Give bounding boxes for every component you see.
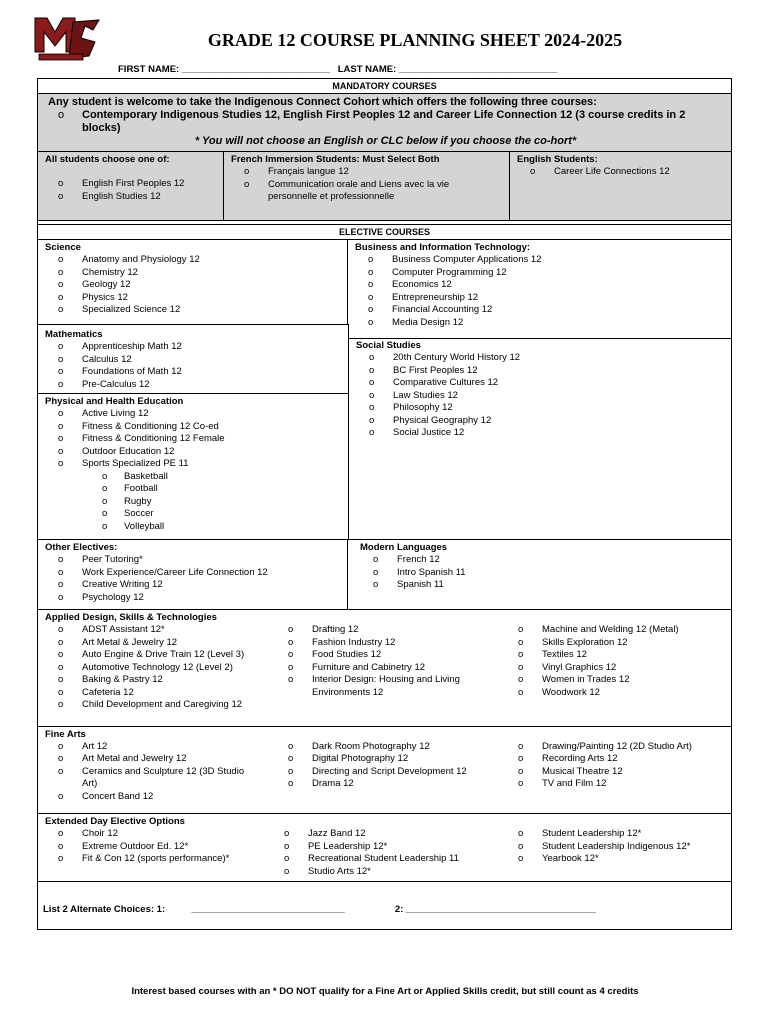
social-section <box>349 339 731 539</box>
list-item[interactable]: o Drafting 12 <box>288 624 359 635</box>
list-item[interactable]: o Food Studies 12 <box>288 649 382 660</box>
list-item[interactable]: o Drawing/Painting 12 (2D Studio Art) <box>518 740 692 752</box>
science-heading: Science <box>45 242 81 253</box>
mandatory-heading: MANDATORY COURSES <box>38 79 731 94</box>
fine-arts-columns <box>45 741 724 804</box>
list-item[interactable]: o Art 12 <box>58 740 108 752</box>
science-list <box>45 254 340 317</box>
list-item[interactable]: o Apprenticeship Math 12 <box>58 341 182 352</box>
list-item[interactable]: o English Studies 12 <box>58 190 161 202</box>
list-item[interactable]: o Recreational Student Leadership 11 <box>284 853 459 864</box>
adst-col-3 <box>505 624 724 712</box>
other-electives-section <box>38 540 348 609</box>
fine-arts-col-2 <box>275 741 505 804</box>
social-list <box>356 352 724 440</box>
french-immersion-column <box>224 152 510 220</box>
list-item[interactable]: o Entrepreneurship 12 <box>368 291 479 303</box>
list-item[interactable]: o Textiles 12 <box>518 649 587 660</box>
list-item[interactable]: o Woodwork 12 <box>518 686 600 698</box>
list-item[interactable]: o Creative Writing 12 <box>58 579 163 590</box>
list-item[interactable]: o Fashion Industry 12 <box>288 636 396 648</box>
list-item[interactable]: o Active Living 12 <box>58 408 149 419</box>
alternate-field-1[interactable]: _____________________________ <box>191 904 345 915</box>
first-name-field[interactable]: FIRST NAME: ____________________________ <box>118 64 330 75</box>
list-item[interactable]: o Dark Room Photography 12 <box>288 740 430 752</box>
phe-heading: Physical and Health Education <box>45 396 184 407</box>
social-heading: Social Studies <box>356 340 421 351</box>
list-item[interactable]: o 20th Century World History 12 <box>369 352 521 363</box>
adst-col-1 <box>45 624 275 712</box>
list-item[interactable]: o Studio Arts 12* <box>284 865 371 877</box>
fine-arts-col-1 <box>45 741 275 804</box>
list-item[interactable]: o Basketball <box>102 470 168 482</box>
languages-section <box>348 540 731 609</box>
mandatory-choices <box>38 152 731 221</box>
list-item[interactable]: o Communication orale and Liens avec la vie personnelle et professionnelle <box>244 178 450 202</box>
list-item[interactable]: o Social Justice 12 <box>369 427 465 438</box>
list-item[interactable]: o Jazz Band 12 <box>284 828 366 839</box>
list-item[interactable]: o Foundations of Math 12 <box>58 366 182 377</box>
business-list <box>355 254 724 329</box>
list-item[interactable]: o Baking & Pastry 12 <box>58 674 163 685</box>
footer-note: Interest based courses with an * DO NOT qualify for a Fine Art or Applied Skills credit, but still count as 4 credits <box>131 986 639 997</box>
list-item[interactable]: o Psychology 12 <box>58 591 144 603</box>
cohort-section <box>38 94 731 152</box>
english-list <box>517 166 724 179</box>
list-item[interactable]: o Fitness & Conditioning 12 Co-ed <box>58 420 219 432</box>
math-section <box>38 324 348 393</box>
list-item[interactable]: o Vinyl Graphics 12 <box>518 661 617 673</box>
list-item[interactable]: o Skills Exploration 12 <box>518 636 628 648</box>
list-item[interactable]: o Career Life Connections 12 <box>530 166 670 177</box>
list-item[interactable]: o Auto Engine & Drive Train 12 (Level 3) <box>58 649 245 660</box>
extended-col-1 <box>45 828 271 878</box>
adst-col-2 <box>275 624 505 712</box>
list-item[interactable]: o Child Development and Caregiving 12 <box>58 699 243 710</box>
list-item[interactable]: o Fit & Con 12 (sports performance)* <box>58 853 230 864</box>
list-item[interactable]: o Student Leadership Indigenous 12* <box>518 840 691 852</box>
list-item[interactable]: o Geology 12 <box>58 279 131 290</box>
last-name-field[interactable]: LAST NAME: ______________________________ <box>337 64 558 75</box>
fine-arts-section <box>38 727 731 815</box>
phe-section <box>38 393 348 539</box>
list-item[interactable]: o Spanish 11 <box>373 579 444 590</box>
list-item[interactable]: o Outdoor Education 12 <box>58 445 175 457</box>
list-item[interactable]: o Philosophy 12 <box>369 402 453 413</box>
list-item[interactable]: o Digital Photography 12 <box>288 753 409 764</box>
all-students-list <box>45 178 216 203</box>
list-item[interactable]: o English First Peoples 12 <box>58 178 185 189</box>
list-item[interactable]: o ADST Assistant 12* <box>58 624 165 635</box>
list-item[interactable]: o Comparative Cultures 12 <box>369 377 499 388</box>
sports-list <box>45 471 341 534</box>
planning-sheet <box>37 78 732 930</box>
list-item[interactable]: o Chemistry 12 <box>58 266 138 278</box>
list-item[interactable]: o BC First Peoples 12 <box>369 364 478 376</box>
list-item[interactable]: o Choir 12 <box>58 828 118 839</box>
list-item[interactable]: o Recording Arts 12 <box>518 753 618 764</box>
list-item[interactable]: o Anatomy and Physiology 12 <box>58 254 200 265</box>
extended-columns <box>45 828 724 878</box>
extended-heading: Extended Day Elective Options <box>45 816 185 827</box>
list-item[interactable]: o Intro Spanish 11 <box>373 566 466 578</box>
bullet: o <box>58 109 65 121</box>
other-list <box>45 554 340 604</box>
alternate-label-1: List 2 Alternate Choices: 1: <box>43 904 166 915</box>
fine-arts-col-3 <box>505 741 724 804</box>
list-item[interactable]: o Machine and Welding 12 (Metal) <box>518 624 679 635</box>
list-item[interactable]: o Pre-Calculus 12 <box>58 378 150 390</box>
math-phe-social-row <box>38 329 731 540</box>
list-item[interactable]: o Furniture and Cabinetry 12 <box>288 661 426 673</box>
list-item[interactable]: o Rugby <box>102 495 152 507</box>
french-heading: French Immersion Students: Must Select Both <box>231 154 440 165</box>
list-item[interactable]: o Specialized Science 12 <box>58 304 181 315</box>
languages-heading: Modern Languages <box>360 542 448 553</box>
list-item[interactable]: o Directing and Script Development 12 <box>288 765 467 777</box>
list-item[interactable]: o Law Studies 12 <box>369 389 458 401</box>
name-fields <box>118 64 557 75</box>
list-item[interactable]: o Soccer <box>102 508 154 519</box>
languages-list <box>360 554 724 592</box>
list-item[interactable]: o Business Computer Applications 12 <box>368 254 542 265</box>
extended-col-3 <box>505 828 724 878</box>
list-item[interactable]: o Fitness & Conditioning 12 Female <box>58 433 225 444</box>
list-item[interactable]: o Physical Geography 12 <box>369 414 492 426</box>
list-item[interactable]: o Financial Accounting 12 <box>368 304 493 315</box>
list-item[interactable]: o Sports Specialized PE 11 <box>58 458 189 469</box>
list-item[interactable]: o Extreme Outdoor Ed. 12* <box>58 840 189 852</box>
alternate-field-2[interactable]: 2: ____________________________________ <box>394 904 597 915</box>
extended-day-section <box>38 814 731 882</box>
alternate-choices <box>38 882 731 929</box>
list-item[interactable]: o Football <box>102 483 158 494</box>
english-students-column <box>510 152 731 220</box>
adst-heading: Applied Design, Skills & Technologies <box>45 612 217 623</box>
math-heading: Mathematics <box>45 329 103 340</box>
cohort-item-label: Contemporary Indigenous Studies 12, English First Peoples 12 and Career Life Connection 12 (3 course credits in 2 blocks) <box>82 109 686 134</box>
list-item[interactable]: o Physics 12 <box>58 291 128 303</box>
list-item[interactable]: o Automotive Technology 12 (Level 2) <box>58 661 233 673</box>
extended-col-2 <box>271 828 505 878</box>
math-list <box>45 341 341 391</box>
list-item[interactable]: o French 12 <box>373 554 440 565</box>
other-heading: Other Electives: <box>45 542 118 553</box>
all-students-column <box>38 152 224 220</box>
list-item[interactable]: o Ceramics and Sculpture 12 (3D Studio Art) <box>58 765 245 789</box>
list-item[interactable]: o Drama 12 <box>288 778 354 789</box>
list-item[interactable]: o Media Design 12 <box>368 316 464 328</box>
list-item[interactable]: o Women in Trades 12 <box>518 674 630 685</box>
phe-list <box>45 408 341 471</box>
list-item[interactable]: o Interior Design: Housing and Living Environments 12 <box>288 674 460 698</box>
adst-columns <box>45 624 724 712</box>
cohort-note: * You will not choose an English or CLC below if you choose the co-hort* <box>194 135 577 147</box>
list-item[interactable]: o TV and Film 12 <box>518 778 607 789</box>
list-item[interactable]: o Calculus 12 <box>58 353 132 365</box>
list-item[interactable]: o Work Experience/Career Life Connection 12 <box>58 566 268 578</box>
list-item[interactable]: o Musical Theatre 12 <box>518 765 623 777</box>
cohort-item[interactable] <box>48 109 723 135</box>
list-item[interactable]: o Yearbook 12* <box>518 853 599 864</box>
list-item[interactable]: o Cafeteria 12 <box>58 686 134 698</box>
other-languages-row <box>38 540 731 610</box>
list-item[interactable]: o Volleyball <box>102 520 165 532</box>
french-list <box>231 166 502 204</box>
adst-section <box>38 610 731 727</box>
business-section <box>348 240 731 338</box>
list-item[interactable]: o Economics 12 <box>368 279 452 290</box>
list-item[interactable]: o Art Metal & Jewelry 12 <box>58 636 178 648</box>
list-item[interactable]: o PE Leadership 12* <box>284 840 388 852</box>
list-item[interactable]: o Concert Band 12 <box>58 790 154 802</box>
list-item[interactable]: o Computer Programming 12 <box>368 266 507 278</box>
business-heading: Business and Information Technology: <box>355 242 531 253</box>
page-title: GRADE 12 COURSE PLANNING SHEET 2024-2025 <box>207 30 623 50</box>
list-item[interactable]: o Peer Tutoring* <box>58 554 143 565</box>
list-item[interactable]: o Student Leadership 12* <box>518 828 642 839</box>
fine-arts-heading: Fine Arts <box>45 728 86 740</box>
list-item[interactable]: o Art Metal and Jewelry 12 <box>58 753 187 764</box>
all-students-heading: All students choose one of: <box>45 154 170 165</box>
elective-heading: ELECTIVE COURSES <box>38 224 731 240</box>
list-item[interactable]: o Français langue 12 <box>244 166 349 177</box>
math-phe-column <box>38 324 349 539</box>
cohort-intro: Any student is welcome to take the Indigenous Connect Cohort which offers the following three courses: <box>48 96 597 108</box>
english-heading: English Students: <box>517 154 598 165</box>
